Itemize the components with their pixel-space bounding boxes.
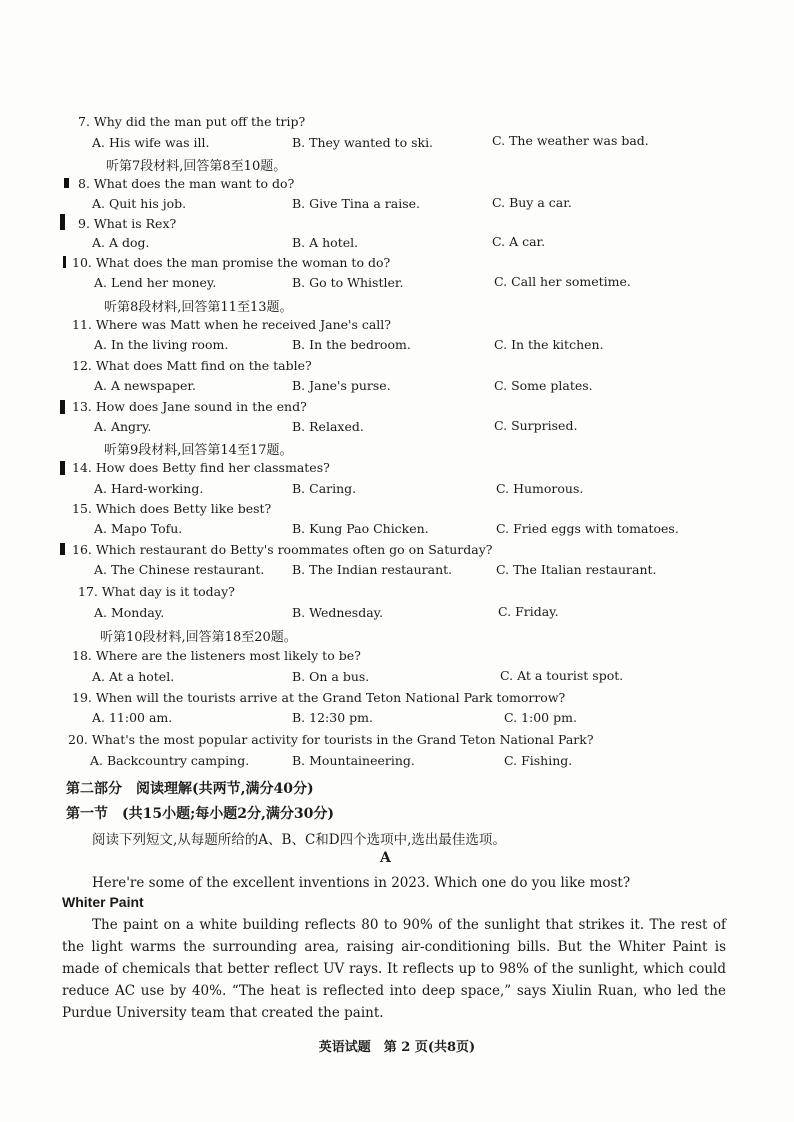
option-c: C. The weather was bad. <box>492 133 649 148</box>
option-c: C. Some plates. <box>494 378 593 393</box>
scan-mark <box>63 256 66 268</box>
option-a: A. Backcountry camping. <box>90 753 250 768</box>
option-c: C. Humorous. <box>496 481 584 496</box>
listening-instruction: 听第8段材料,回答第11至13题。 <box>104 300 293 315</box>
option-b: B. Relaxed. <box>292 419 364 434</box>
question-18: 18. Where are the listeners most likely to be? <box>72 648 361 663</box>
option-c: C. Surprised. <box>494 418 578 433</box>
option-a: A. Monday. <box>94 605 165 620</box>
option-c: C. At a tourist spot. <box>500 668 624 683</box>
option-b: B. Kung Pao Chicken. <box>292 521 429 536</box>
scan-mark <box>60 461 65 475</box>
section-title: 第一节 (共15小题;每小题2分,满分30分) <box>66 806 334 822</box>
option-a: A. Hard-working. <box>94 481 204 496</box>
passage-intro: Here're some of the excellent inventions in 2023. Which one do you like most? <box>92 875 631 891</box>
option-c: C. Fishing. <box>504 753 573 768</box>
option-b: B. Go to Whistler. <box>292 275 404 290</box>
option-b: B. Jane's purse. <box>292 378 391 393</box>
question-7: 7. Why did the man put off the trip? <box>78 114 306 129</box>
question-16: 16. Which restaurant do Betty's roommates often go on Saturday? <box>72 542 493 557</box>
question-12: 12. What does Matt find on the table? <box>72 358 312 373</box>
passage-heading: Whiter Paint <box>62 894 144 910</box>
passage-paragraph: The paint on a white building reflects 80 to 90% of the sunlight that strikes it. The rest of the light warms the surrounding area, raising air-conditioning bills. But the Whiter Paint is made of chemicals that better reflect UV rays. It reflects up to 98% of the sunlight, which could reduce AC use by 40%. “The heat is reflected into deep space,” says Xiulin Ruan, who led the Purdue University team that created the paint. <box>62 917 726 1021</box>
scan-mark <box>64 178 69 188</box>
option-c: C. 1:00 pm. <box>504 710 577 725</box>
question-17: 17. What day is it today? <box>78 584 235 599</box>
option-b: B. Mountaineering. <box>292 753 415 768</box>
option-c: C. Buy a car. <box>492 195 572 210</box>
option-c: C. Fried eggs with tomatoes. <box>496 521 679 536</box>
option-b: B. They wanted to ski. <box>292 135 434 150</box>
question-14: 14. How does Betty find her classmates? <box>72 460 330 475</box>
scan-mark <box>60 543 65 555</box>
scan-mark <box>60 400 65 414</box>
option-a: A. A newspaper. <box>94 378 196 393</box>
option-a: A. At a hotel. <box>92 669 175 684</box>
question-15: 15. Which does Betty like best? <box>72 501 272 516</box>
listening-instruction: 听第9段材料,回答第14至17题。 <box>104 443 293 458</box>
option-b: B. The Indian restaurant. <box>292 562 453 577</box>
option-a: A. Angry. <box>94 419 152 434</box>
option-a: A. In the living room. <box>94 337 229 352</box>
option-a: A. His wife was ill. <box>92 135 210 150</box>
option-a: A. The Chinese restaurant. <box>94 562 265 577</box>
reading-direction: 阅读下列短文,从每题所给的A、B、C和D四个选项中,选出最佳选项。 <box>92 832 506 848</box>
question-13: 13. How does Jane sound in the end? <box>72 399 307 414</box>
part-title: 第二部分 阅读理解(共两节,满分40分) <box>66 781 314 797</box>
page-footer: 英语试题 第 2 页(共8页) <box>318 1040 476 1055</box>
listening-instruction: 听第7段材料,回答第8至10题。 <box>106 159 287 174</box>
option-b: B. Wednesday. <box>292 605 384 620</box>
option-b: B. Give Tina a raise. <box>292 196 420 211</box>
option-a: A. 11:00 am. <box>92 710 173 725</box>
option-a: A. A dog. <box>92 235 150 250</box>
option-a: A. Quit his job. <box>92 196 187 211</box>
option-b: B. A hotel. <box>292 235 359 250</box>
passage-label: A <box>380 850 391 866</box>
option-c: C. Friday. <box>498 604 559 619</box>
question-19: 19. When will the tourists arrive at the Grand Teton National Park tomorrow? <box>72 690 566 705</box>
question-8: 8. What does the man want to do? <box>78 176 295 191</box>
listening-instruction: 听第10段材料,回答第18至20题。 <box>100 630 297 645</box>
question-20: 20. What's the most popular activity for tourists in the Grand Teton National Park? <box>68 732 594 747</box>
option-c: C. Call her sometime. <box>494 274 631 289</box>
option-a: A. Mapo Tofu. <box>94 521 183 536</box>
question-10: 10. What does the man promise the woman to do? <box>72 255 391 270</box>
question-11: 11. Where was Matt when he received Jane's call? <box>72 317 391 332</box>
option-b: B. Caring. <box>292 481 357 496</box>
option-c: C. In the kitchen. <box>494 337 604 352</box>
option-b: B. On a bus. <box>292 669 370 684</box>
option-b: B. In the bedroom. <box>292 337 411 352</box>
option-c: C. A car. <box>492 234 546 249</box>
option-a: A. Lend her money. <box>94 275 217 290</box>
option-c: C. The Italian restaurant. <box>496 562 657 577</box>
scan-mark <box>60 214 65 230</box>
question-9: 9. What is Rex? <box>78 216 177 231</box>
option-b: B. 12:30 pm. <box>292 710 373 725</box>
